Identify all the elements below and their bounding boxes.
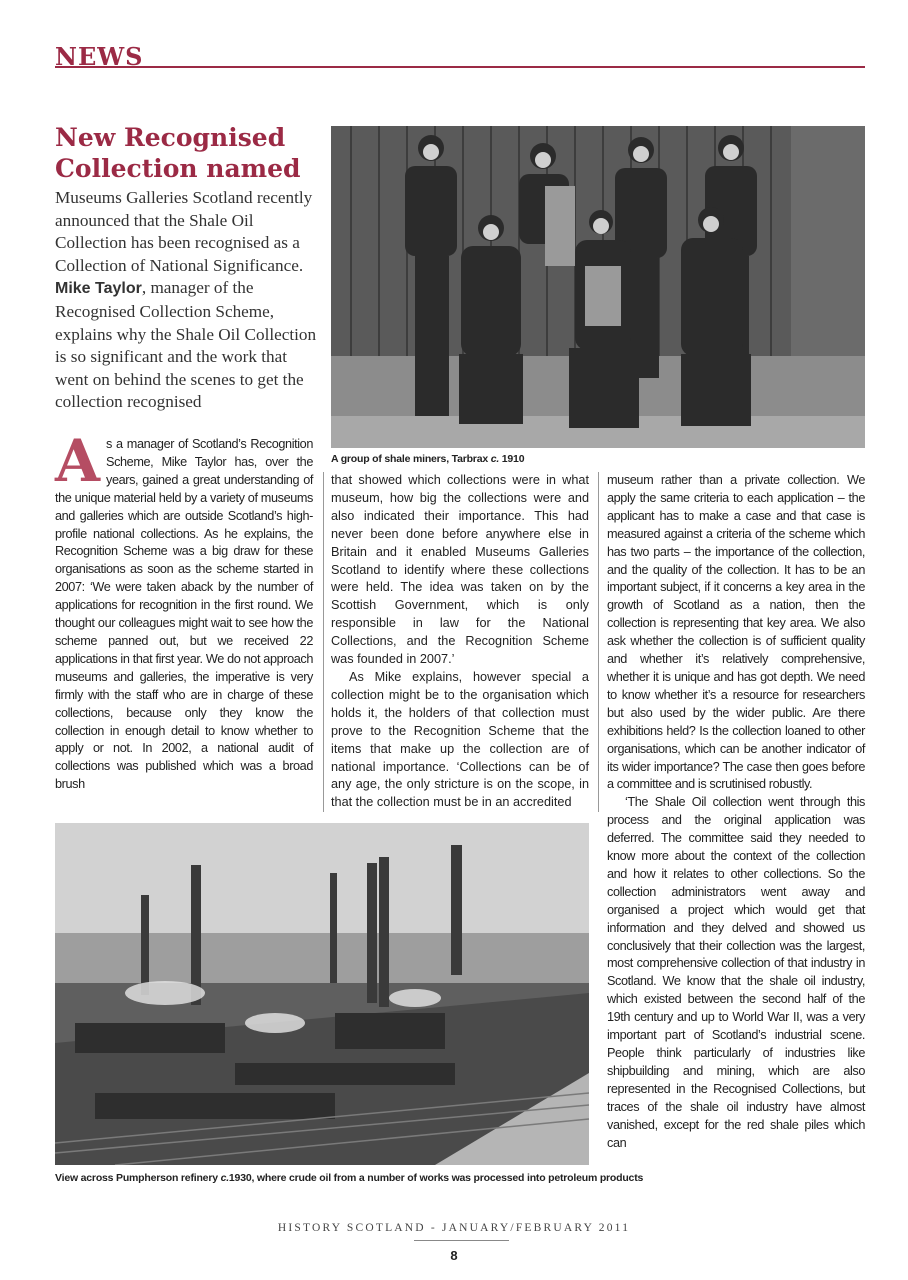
drop-cap: A — [55, 427, 101, 495]
refinery-photo — [55, 823, 589, 1165]
article-column-3 — [607, 472, 865, 1152]
column-3-paragraph-1: museum rather than a private collection. We apply the same criteria to each application – the applicant has to make a case and that case is measured against a criteria of the scheme which has two parts – the importance of the collection, and the quality of the collection. It has to be an important subject, if it concerns a key area in the growth of Scotland as a nation, then the collection is representing that key area. We also ask whether the collection is of sufficient quality and whether it’s relatively comprehensive, whether it is unique and has got depth. We need to know whether it’s a resource for researchers but also used by the wider public. Are there exhibitions held? Is the collection loaned to other organisations, which can be another indicator of its wider importance? The case then goes before a committee and is scrutinised robustly. — [607, 473, 865, 792]
miners-photo-illustration — [331, 126, 865, 448]
miners-caption-circa: c. — [490, 453, 500, 465]
miners-photo — [331, 126, 865, 448]
standfirst-text-before: Museums Galleries Scotland recently announced that the Shale Oil Collection has been recognised as a Collection of National Significance. — [55, 188, 313, 275]
column-1-paragraph: s a manager of Scotland’s Recognition Scheme, Mike Taylor has, over the years, gained a great understanding of the unique material held by a variety of museums and galleries which are outside Scotland’s high-profile national collections. As he explains, the Recognition Scheme was a big draw for these organisations as soon as the scheme started in 2007: ‘We were taken aback by the number of applications for recognition in the first round. We thought our colleagues might wait to see how the scheme panned out, but we received 22 applications in that first year. We do not approach museums and galleries, the imperative is very firmly with the staff who are in charge of these collections, because only they know the collection in enough detail to know whether to apply or not. In 2002, a national audit of collections was published which was a broad brush — [55, 437, 313, 792]
refinery-photo-illustration — [55, 823, 589, 1165]
column-divider — [323, 472, 324, 812]
footer-rule — [414, 1240, 509, 1241]
column-3-paragraph-2: ‘The Shale Oil collection went through this process and the original application was deferred. The committee said they needed to know more about the context of the collection and how it relates to other collections. So the collection administrators went away and organised a project which would get that information and they delved and showed us conclusively that their collection was the largest, most comprehensive collection of that industry in Scotland. We know that the shale oil industry, which existed between the second half of the 19th century and up to World War II, was a very important part of Scotland’s industrial scene. People think particularly of industries like shipbuilding and mining, which are also represented in the Recognised Collections, but traces of the shale oil industry have almost vanished, except for the red shale piles which can — [607, 795, 865, 1150]
miners-caption-text: A group of shale miners, Tarbrax — [331, 453, 491, 465]
publication-footer: HISTORY SCOTLAND - JANUARY/FEBRUARY 2011 — [277, 1222, 631, 1234]
section-header — [55, 40, 865, 71]
article-standfirst — [55, 187, 320, 414]
miners-caption-year: 1910 — [499, 453, 525, 465]
column-2-paragraph-1: that showed which collections were in what museum, how big the collections were and also indicated their importance. This had never been done before anywhere else in Britain and it enabled Museums Galleries Scotland to identify where these collections were held. The idea was taken on by the Scottish Government, which is only responsible in law for the National Collections, and the Recognition Scheme was founded in 2007.’ — [331, 473, 589, 667]
author-name: Mike Taylor — [55, 280, 142, 298]
column-2-paragraph-2: As Mike explains, however special a collection might be to the organisation which holds it, the holders of that collection must prove to the Recognition Scheme that the items that make up the collection are of national importance. ‘Collections can be of any age, the only stricture is on the scope, in that the collection must be in an accredited — [331, 669, 589, 810]
column-divider — [598, 472, 599, 812]
article-column-1 — [55, 427, 313, 794]
article-column-2 — [331, 472, 589, 812]
refinery-photo-caption — [55, 1172, 643, 1185]
page-number: 8 — [450, 1248, 458, 1263]
standfirst-text-after: , manager of the Recognised Collection Scheme, explains why the Shale Oil Collection is so significant and the work that went on behind the scenes to get the collection recognised — [55, 278, 317, 412]
refinery-caption-rest: 1930, where crude oil from a number of works was processed into petroleum products — [228, 1172, 644, 1184]
refinery-caption-text: View across Pumpherson refinery — [55, 1172, 221, 1184]
article-title: New Recognised Collection named — [55, 123, 301, 183]
refinery-caption-circa: c. — [220, 1172, 229, 1184]
miners-photo-caption — [331, 453, 524, 466]
section-label: NEWS — [55, 42, 144, 71]
